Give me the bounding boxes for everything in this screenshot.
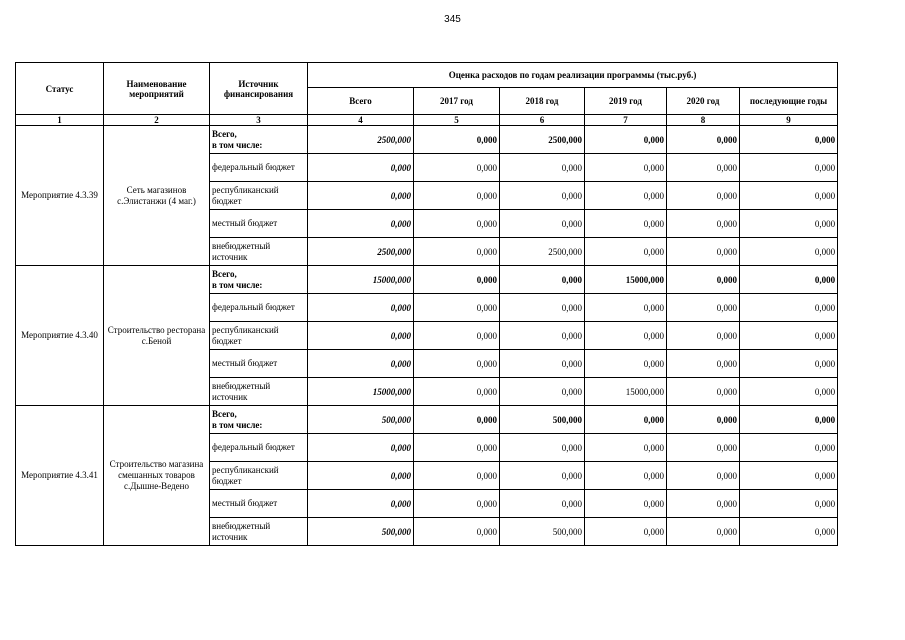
- year-value-cell: 0,000: [740, 294, 838, 322]
- header-2018: 2018 год: [500, 88, 585, 115]
- year-value-cell: 0,000: [500, 182, 585, 210]
- total-value-cell: 2500,000: [308, 238, 414, 266]
- year-value-cell: 0,000: [740, 462, 838, 490]
- funding-source-cell: республиканский бюджет: [210, 462, 308, 490]
- year-value-cell: 0,000: [667, 154, 740, 182]
- year-value-cell: 0,000: [585, 350, 667, 378]
- table-row-total: [16, 126, 838, 154]
- year-value-cell: 0,000: [585, 518, 667, 546]
- year-value-cell: 0,000: [585, 154, 667, 182]
- year-value-cell: 0,000: [414, 378, 500, 406]
- year-value-cell: 0,000: [414, 350, 500, 378]
- header-source: Источник финансирования: [210, 63, 308, 115]
- total-value-cell: 500,000: [308, 518, 414, 546]
- total-value-cell: 0,000: [308, 490, 414, 518]
- column-number: 5: [414, 115, 500, 126]
- header-2020: 2020 год: [667, 88, 740, 115]
- year-value-cell: 0,000: [667, 210, 740, 238]
- year-value-cell: 0,000: [585, 210, 667, 238]
- year-value-cell: 0,000: [414, 490, 500, 518]
- funding-source-cell: местный бюджет: [210, 350, 308, 378]
- year-value-cell: 0,000: [414, 406, 500, 434]
- year-value-cell: 0,000: [500, 378, 585, 406]
- year-value-cell: 0,000: [585, 294, 667, 322]
- year-value-cell: 0,000: [414, 518, 500, 546]
- funding-source-cell: Всего, в том числе:: [210, 406, 308, 434]
- funding-source-cell: федеральный бюджет: [210, 434, 308, 462]
- year-value-cell: 0,000: [667, 406, 740, 434]
- year-value-cell: 0,000: [667, 434, 740, 462]
- total-value-cell: 0,000: [308, 462, 414, 490]
- year-value-cell: 500,000: [500, 518, 585, 546]
- year-value-cell: 15000,000: [585, 266, 667, 294]
- year-value-cell: 500,000: [500, 406, 585, 434]
- year-value-cell: 0,000: [740, 182, 838, 210]
- header-total: Всего: [308, 88, 414, 115]
- year-value-cell: 0,000: [414, 322, 500, 350]
- year-value-cell: 0,000: [500, 154, 585, 182]
- year-value-cell: 0,000: [414, 154, 500, 182]
- total-value-cell: 0,000: [308, 350, 414, 378]
- year-value-cell: 0,000: [740, 266, 838, 294]
- year-value-cell: 0,000: [740, 126, 838, 154]
- funding-source-cell: внебюджетный источник: [210, 238, 308, 266]
- year-value-cell: 0,000: [667, 518, 740, 546]
- year-value-cell: 15000,000: [585, 378, 667, 406]
- year-value-cell: 0,000: [740, 406, 838, 434]
- year-value-cell: 0,000: [740, 518, 838, 546]
- budget-table: [15, 62, 838, 546]
- column-number: 2: [104, 115, 210, 126]
- total-value-cell: 0,000: [308, 182, 414, 210]
- year-value-cell: 0,000: [585, 322, 667, 350]
- page-number: 345: [444, 14, 461, 25]
- year-value-cell: 0,000: [585, 126, 667, 154]
- funding-source-cell: внебюджетный источник: [210, 378, 308, 406]
- year-value-cell: 0,000: [414, 462, 500, 490]
- year-value-cell: 0,000: [740, 154, 838, 182]
- column-number: 4: [308, 115, 414, 126]
- header-name: Наименование мероприятий: [104, 63, 210, 115]
- year-value-cell: 0,000: [585, 182, 667, 210]
- status-cell: Мероприятие 4.3.40: [16, 266, 104, 406]
- column-number: 8: [667, 115, 740, 126]
- year-value-cell: 0,000: [667, 294, 740, 322]
- total-value-cell: 2500,000: [308, 126, 414, 154]
- year-value-cell: 0,000: [500, 434, 585, 462]
- year-value-cell: 0,000: [585, 434, 667, 462]
- funding-source-cell: федеральный бюджет: [210, 294, 308, 322]
- table-row-total: [16, 406, 838, 434]
- header-2017: 2017 год: [414, 88, 500, 115]
- header-row-top: [16, 63, 838, 88]
- year-value-cell: 0,000: [414, 434, 500, 462]
- column-number-row: [16, 115, 838, 126]
- year-value-cell: 0,000: [740, 322, 838, 350]
- year-value-cell: 0,000: [740, 210, 838, 238]
- year-value-cell: 0,000: [414, 182, 500, 210]
- status-cell: Мероприятие 4.3.39: [16, 126, 104, 266]
- year-value-cell: 0,000: [414, 126, 500, 154]
- year-value-cell: 0,000: [667, 350, 740, 378]
- year-value-cell: 2500,000: [500, 238, 585, 266]
- year-value-cell: 0,000: [740, 238, 838, 266]
- column-number: 1: [16, 115, 104, 126]
- year-value-cell: 0,000: [740, 490, 838, 518]
- year-value-cell: 0,000: [414, 266, 500, 294]
- year-value-cell: 0,000: [667, 378, 740, 406]
- year-value-cell: 0,000: [414, 294, 500, 322]
- total-value-cell: 15000,000: [308, 378, 414, 406]
- year-value-cell: 0,000: [500, 266, 585, 294]
- header-2019: 2019 год: [585, 88, 667, 115]
- table-row-total: [16, 266, 838, 294]
- column-number: 3: [210, 115, 308, 126]
- header-next-years: последующие годы: [740, 88, 838, 115]
- status-cell: Мероприятие 4.3.41: [16, 406, 104, 546]
- year-value-cell: 0,000: [667, 126, 740, 154]
- year-value-cell: 0,000: [414, 238, 500, 266]
- total-value-cell: 0,000: [308, 434, 414, 462]
- column-number: 9: [740, 115, 838, 126]
- year-value-cell: 0,000: [500, 462, 585, 490]
- year-value-cell: 0,000: [667, 462, 740, 490]
- total-value-cell: 0,000: [308, 210, 414, 238]
- table-body: [16, 126, 838, 546]
- total-value-cell: 500,000: [308, 406, 414, 434]
- year-value-cell: 0,000: [585, 490, 667, 518]
- event-name-cell: Сеть магазинов с.Элистанжи (4 маг.): [104, 126, 210, 266]
- year-value-cell: 0,000: [667, 182, 740, 210]
- year-value-cell: 0,000: [667, 238, 740, 266]
- funding-source-cell: Всего, в том числе:: [210, 266, 308, 294]
- funding-source-cell: местный бюджет: [210, 490, 308, 518]
- year-value-cell: 0,000: [740, 350, 838, 378]
- funding-source-cell: республиканский бюджет: [210, 322, 308, 350]
- header-status: Статус: [16, 63, 104, 115]
- total-value-cell: 15000,000: [308, 266, 414, 294]
- year-value-cell: 0,000: [500, 322, 585, 350]
- funding-source-cell: республиканский бюджет: [210, 182, 308, 210]
- year-value-cell: 0,000: [667, 266, 740, 294]
- event-name-cell: Строительство магазина смешанных товаров с.Дышне-Ведено: [104, 406, 210, 546]
- header-estimate: Оценка расходов по годам реализации программы (тыс.руб.): [308, 63, 838, 88]
- year-value-cell: 0,000: [585, 238, 667, 266]
- column-number: 7: [585, 115, 667, 126]
- funding-source-cell: внебюджетный источник: [210, 518, 308, 546]
- year-value-cell: 0,000: [585, 462, 667, 490]
- year-value-cell: 0,000: [667, 322, 740, 350]
- funding-source-cell: Всего, в том числе:: [210, 126, 308, 154]
- year-value-cell: 0,000: [500, 490, 585, 518]
- total-value-cell: 0,000: [308, 322, 414, 350]
- year-value-cell: 0,000: [585, 406, 667, 434]
- funding-source-cell: местный бюджет: [210, 210, 308, 238]
- year-value-cell: 0,000: [740, 378, 838, 406]
- event-name-cell: Строительство ресторана с.Беной: [104, 266, 210, 406]
- year-value-cell: 2500,000: [500, 126, 585, 154]
- year-value-cell: 0,000: [500, 210, 585, 238]
- year-value-cell: 0,000: [500, 294, 585, 322]
- column-number: 6: [500, 115, 585, 126]
- year-value-cell: 0,000: [667, 490, 740, 518]
- year-value-cell: 0,000: [500, 350, 585, 378]
- funding-source-cell: федеральный бюджет: [210, 154, 308, 182]
- year-value-cell: 0,000: [740, 434, 838, 462]
- total-value-cell: 0,000: [308, 154, 414, 182]
- year-value-cell: 0,000: [414, 210, 500, 238]
- total-value-cell: 0,000: [308, 294, 414, 322]
